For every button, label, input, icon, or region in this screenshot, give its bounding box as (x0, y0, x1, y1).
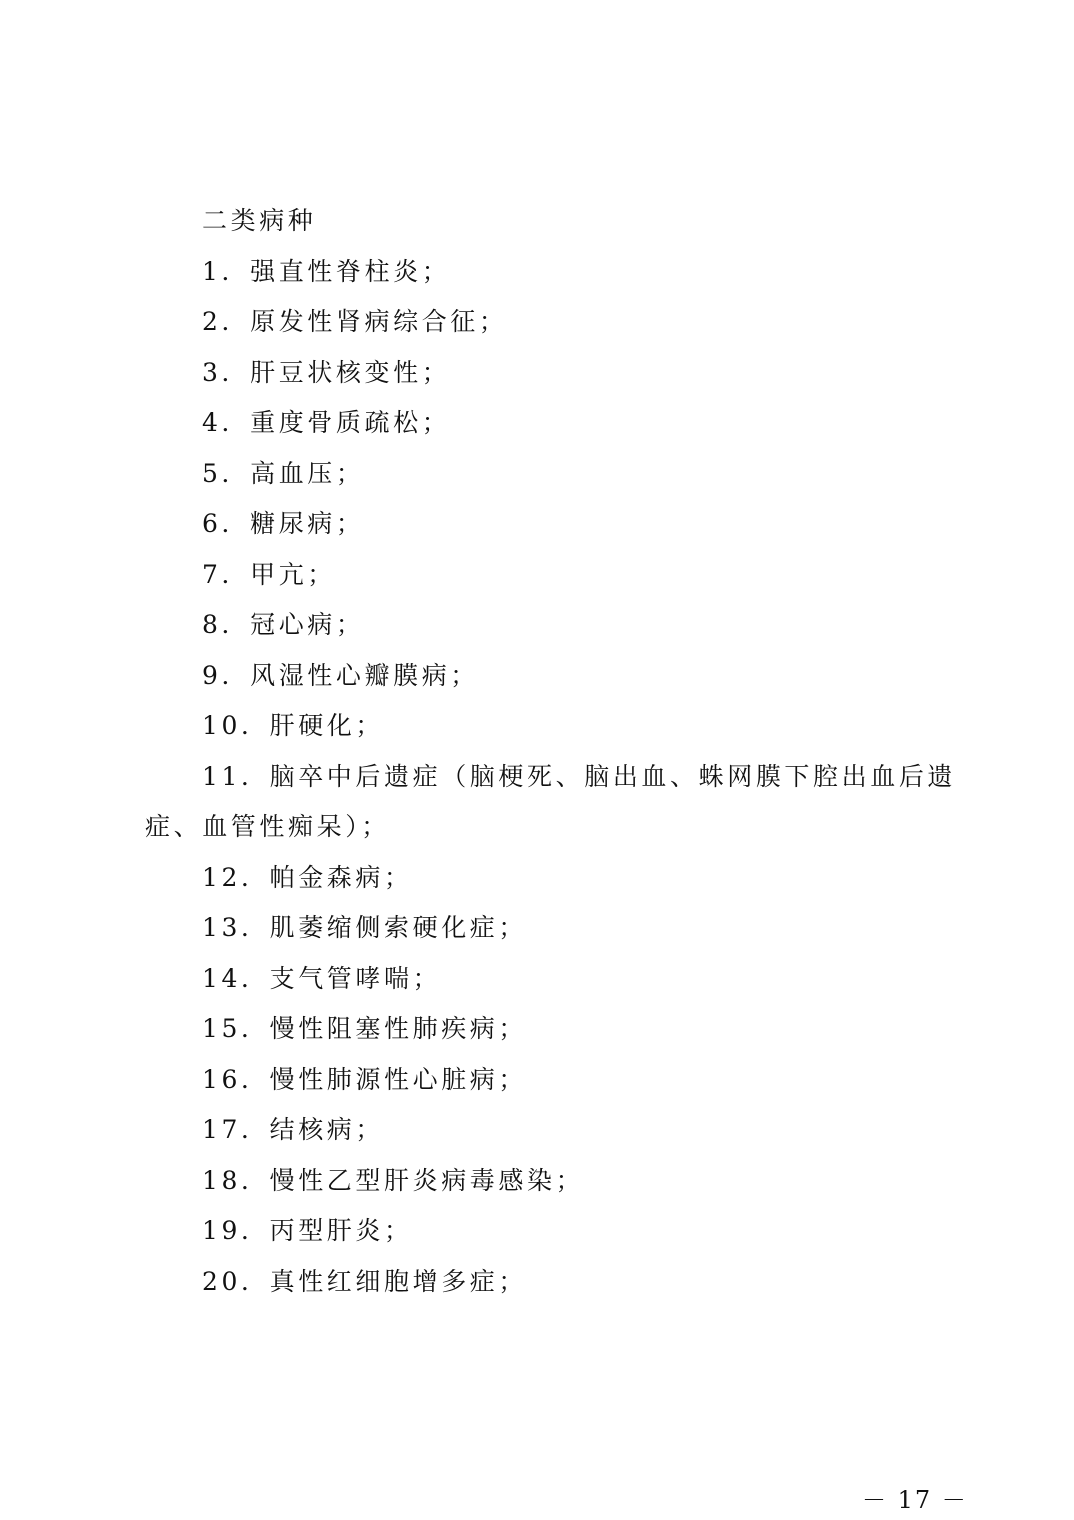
list-item-continuation: 症、血管性痴呆）； (145, 812, 390, 841)
list-item: 6．糖尿病； (202, 509, 365, 538)
document-body (145, 196, 957, 1307)
list-item: 10．肝硬化； (202, 711, 385, 740)
list-item: 2．原发性肾病综合征； (202, 307, 508, 336)
section-heading: 二类病种 (202, 206, 317, 235)
list-item: 16．慢性肺源性心脏病； (202, 1064, 528, 1094)
list-item: 3．肝豆状核变性； (202, 357, 451, 387)
list-item: 14．支气管哮喘； (202, 963, 442, 993)
list-item: 5．高血压； (202, 458, 365, 488)
list-item: 8．冠心病； (202, 610, 365, 639)
list-item: 11．脑卒中后遗症（脑梗死、脑出血、蛛网膜下腔出血后遗 (202, 761, 957, 791)
list-item: 4．重度骨质疏松； (202, 408, 451, 437)
list-item: 12．帕金森病； (202, 862, 413, 892)
list-item: 7．甲亢； (202, 559, 336, 589)
list-item: 17．结核病； (202, 1115, 385, 1144)
list-item: 9．风湿性心瓣膜病； (202, 660, 479, 690)
list-item: 20．真性红细胞增多症； (202, 1266, 528, 1296)
list-item: 13．肌萎缩侧索硬化症； (202, 913, 528, 942)
list-item: 15．慢性阻塞性肺疾病； (202, 1014, 528, 1043)
list-item: 18．慢性乙型肝炎病毒感染； (202, 1165, 585, 1195)
list-item: 19．丙型肝炎； (202, 1216, 413, 1245)
page-number: － 17 － (862, 1486, 968, 1514)
list-item: 1．强直性脊柱炎； (202, 256, 451, 286)
